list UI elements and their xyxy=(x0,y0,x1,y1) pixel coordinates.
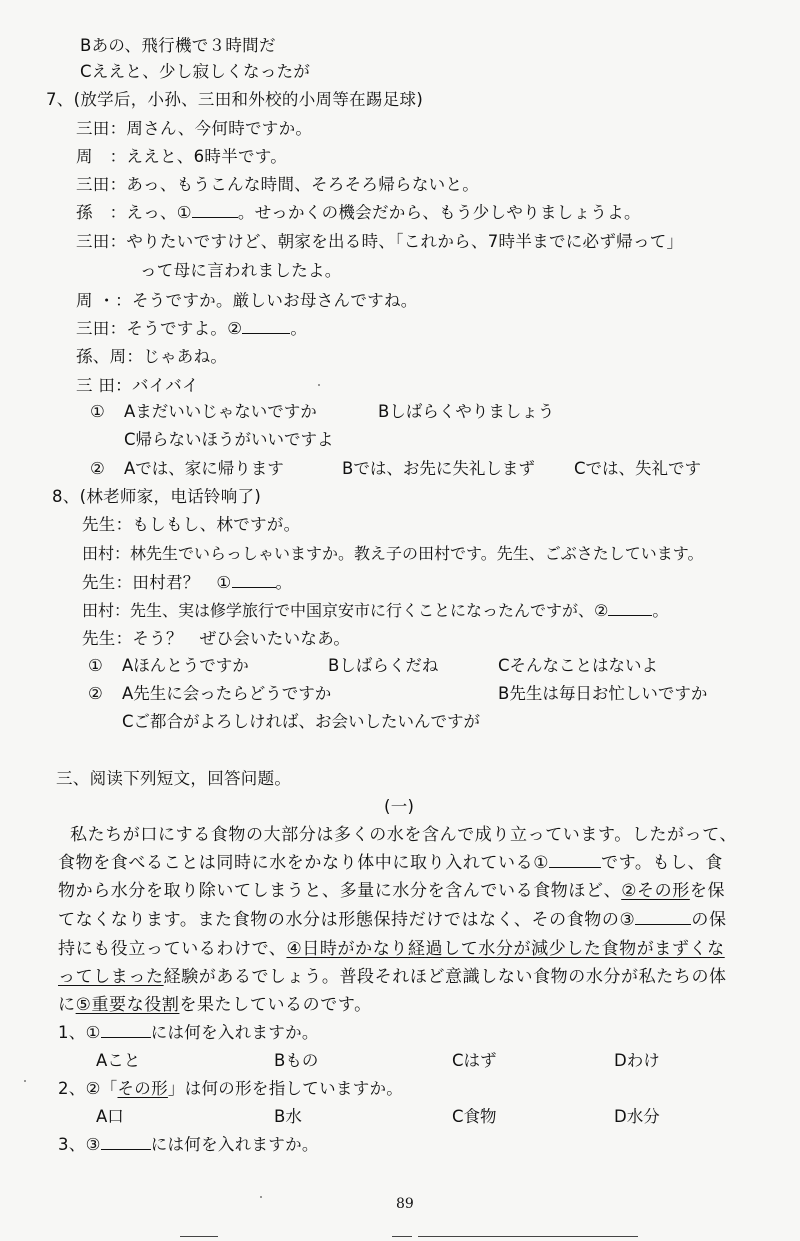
passage-line xyxy=(58,938,725,960)
option-number: ② xyxy=(88,684,103,703)
speaker: 先生： xyxy=(82,573,133,592)
dialog-line xyxy=(82,628,350,650)
utterance: 。せっかくの機会だから、もう少しやりましょうよ。 xyxy=(237,203,641,222)
utterance: やりたいですけど、朝家を出る時、「これから、7時半までに必ず帰って」 xyxy=(126,232,684,251)
utterance: 林先生でいらっしゃいますか。教え子の田村です。先生、ごぶさたしています。 xyxy=(130,544,704,563)
choice-b[interactable]: B先生は毎日お忙しいですか xyxy=(498,684,708,703)
option-b: Bあの、飛行機で３時間だ xyxy=(80,36,276,55)
speaker: 田村： xyxy=(82,544,131,563)
speaker: 先生： xyxy=(82,629,133,648)
dialog-line xyxy=(76,318,307,340)
passage-text: てなくなります。また食物の水分は形態保持だけではなく、その食物の③ xyxy=(58,910,636,930)
passage-text: 持にも役立っているわけで、 xyxy=(58,939,287,959)
answer-blank[interactable] xyxy=(608,601,652,616)
answer-blank[interactable] xyxy=(101,1023,151,1038)
utterance: えっ、① xyxy=(126,203,192,222)
passage-line xyxy=(58,909,727,931)
answer-blank[interactable] xyxy=(101,1135,151,1150)
scan-mark xyxy=(418,1236,638,1237)
answer-blank[interactable] xyxy=(242,319,290,334)
scan-mark xyxy=(392,1236,412,1237)
choice-c[interactable]: Cご都合がよろしければ、お会いしたいんですが xyxy=(122,712,481,731)
dialog-line xyxy=(82,572,292,594)
choice-b[interactable]: Bしばらくやりましょう xyxy=(378,402,555,421)
choice-d[interactable]: D水分 xyxy=(614,1107,660,1126)
dialog-line xyxy=(76,202,641,224)
answer-blank[interactable] xyxy=(549,853,601,868)
passage-line: 私たちが口にする食物の大部分は多くの水を含んで成り立っています。したがって、 xyxy=(70,825,738,845)
passage-line xyxy=(58,852,723,874)
utterance: そうですか。厳しいお母さんですね。 xyxy=(131,291,418,310)
speaker: 周 ・： xyxy=(76,291,132,310)
passage-line xyxy=(58,966,727,988)
utterance: ええと、6時半です。 xyxy=(126,147,288,166)
choice-b[interactable]: B水 xyxy=(274,1107,302,1126)
scan-mark xyxy=(180,1236,218,1237)
passage-line xyxy=(58,880,725,902)
underlined-phrase: ⑤重要な役割 xyxy=(75,995,180,1015)
speaker: 孫 ： xyxy=(76,203,127,222)
passage-text: の保 xyxy=(691,910,727,930)
passage-line xyxy=(58,994,372,1016)
utterance: 。 xyxy=(275,573,293,592)
dialog-line xyxy=(76,146,287,168)
q7-header: 7、(放学后，小孙、三田和外校的小周等在踢足球) xyxy=(46,90,424,109)
utterance: あっ、もうこんな時間、そろそろ帰らないと。 xyxy=(126,175,480,194)
utterance: 先生、実は修学旅行で中国京安市に行くことになったんですが、② xyxy=(130,601,609,620)
option-number: ① xyxy=(88,656,103,675)
answer-blank[interactable] xyxy=(635,910,691,925)
underlined-phrase: ってしまった xyxy=(58,967,164,987)
utterance: 。 xyxy=(652,601,669,620)
underlined-phrase: その形 xyxy=(117,1079,168,1098)
speaker: 三田： xyxy=(76,175,127,194)
speaker: 三田： xyxy=(76,119,127,138)
choice-a[interactable]: A先生に会ったらどうですか xyxy=(122,684,332,703)
underlined-phrase: ④日時がかなり経過して水分が減少した食物がまずくな xyxy=(286,939,725,959)
dialog-line xyxy=(76,346,227,368)
question-text: 」は何の形を指していますか。 xyxy=(167,1079,404,1098)
choice-b[interactable]: Bもの xyxy=(274,1051,319,1070)
section-title: 三、阅读下列短文，回答问题。 xyxy=(56,769,292,788)
passage-text: 経験があるでしょう。普段それほど意識しない食物の水分が私たちの体 xyxy=(163,967,727,987)
option-c: Cええと、少し寂しくなったが xyxy=(80,62,311,81)
utterance: バイバイ xyxy=(131,376,199,395)
utterance: 周さん、今何時ですか。 xyxy=(126,119,313,138)
question-number: 3、③ xyxy=(58,1135,101,1154)
passage-text: 食物を食べることは同時に水をかなり体中に取り入れている① xyxy=(58,853,550,873)
option-number: ① xyxy=(90,402,105,421)
speaker: 三田： xyxy=(76,319,127,338)
choice-a[interactable]: Aこと xyxy=(96,1051,141,1070)
question-text: には何を入れますか。 xyxy=(150,1023,319,1042)
passage-text: 物から水分を取り除いてしまうと、多量に水分を含んでいる食物ほど、 xyxy=(58,881,622,901)
choice-c[interactable]: Cはず xyxy=(452,1051,497,1070)
question-2 xyxy=(58,1078,403,1100)
dialog-line xyxy=(82,543,703,565)
passage-text: に xyxy=(58,995,76,1015)
dialog-line xyxy=(76,375,199,397)
question-1 xyxy=(58,1022,319,1044)
question-number: 1、① xyxy=(58,1023,101,1042)
dialog-line xyxy=(76,118,312,140)
scan-dot xyxy=(260,1196,262,1198)
dialog-line xyxy=(76,231,683,253)
dialog-line xyxy=(82,600,668,622)
choice-c[interactable]: C食物 xyxy=(452,1107,497,1126)
choice-c[interactable]: Cでは、失礼です xyxy=(574,459,702,478)
answer-blank[interactable] xyxy=(192,203,238,218)
choice-a[interactable]: Aでは、家に帰ります xyxy=(124,459,284,478)
option-number: ② xyxy=(90,459,105,478)
underlined-phrase: ②その形 xyxy=(621,881,690,901)
utterance: そうですよ。② xyxy=(126,319,243,338)
passage-text: です。もし、食 xyxy=(601,853,723,873)
dialog-line xyxy=(76,174,479,196)
utterance: じゃあね。 xyxy=(143,347,228,366)
passage-text: を果たしているのです。 xyxy=(179,995,372,1015)
choice-a[interactable]: Aほんとうですか xyxy=(122,656,249,675)
q8-header: 8、(林老师家，电话铃响了) xyxy=(52,487,262,506)
speaker: 周 ： xyxy=(76,147,127,166)
speaker: 三 田： xyxy=(76,376,132,395)
page-number: 89 xyxy=(396,1196,414,1212)
answer-blank[interactable] xyxy=(232,573,276,588)
utterance: 田村君？ ① xyxy=(132,573,232,592)
scan-dot xyxy=(318,384,320,386)
passage-text: を保 xyxy=(689,881,726,901)
dialog-line xyxy=(82,514,300,536)
utterance: もしもし、林ですが。 xyxy=(132,515,301,534)
utterance: 。 xyxy=(290,319,308,338)
speaker: 田村： xyxy=(82,601,131,620)
scan-dot xyxy=(24,1080,26,1082)
question-text: には何を入れますか。 xyxy=(150,1135,319,1154)
question-3 xyxy=(58,1134,319,1156)
speaker: 三田： xyxy=(76,232,127,251)
choice-c[interactable]: Cそんなことはないよ xyxy=(498,656,659,675)
dialog-line xyxy=(76,290,418,312)
utterance: そう？ ぜひ会いたいなあ。 xyxy=(132,629,351,648)
choice-b[interactable]: Bしばらくだね xyxy=(328,656,439,675)
choice-b[interactable]: Bでは、お先に失礼しまず xyxy=(342,459,535,478)
choice-c[interactable]: C帰らないほうがいいですよ xyxy=(124,430,334,449)
speaker: 孫、周： xyxy=(76,347,144,366)
choice-d[interactable]: Dわけ xyxy=(614,1051,660,1070)
question-number: 2、②「 xyxy=(58,1079,118,1098)
choice-a[interactable]: Aまだいいじゃないですか xyxy=(124,402,317,421)
section-subtitle: (一) xyxy=(384,797,415,816)
choice-a[interactable]: A口 xyxy=(96,1107,124,1126)
utterance: って母に言われましたよ。 xyxy=(140,261,342,280)
speaker: 先生： xyxy=(82,515,133,534)
dialog-line xyxy=(140,260,342,282)
